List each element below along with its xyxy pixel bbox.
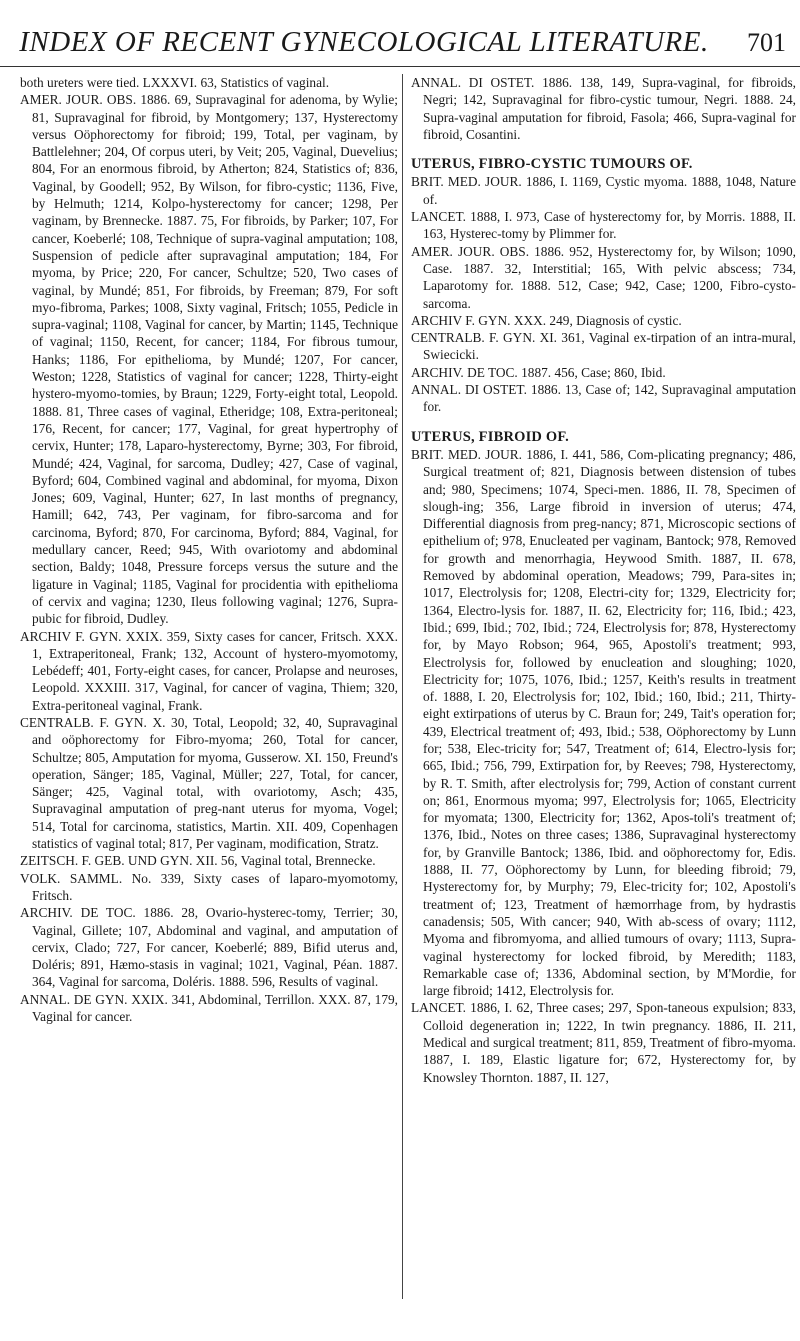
index-entry: ARCHIV. DE TOC. 1887. 456, Case; 860, Ibid. bbox=[411, 364, 666, 380]
index-entry: BRIT. MED. JOUR. 1886, I. 441, 586, Com-plicating pregnancy; 486, Surgical treatment of; 821, Diagnosis between distension of tubes and; 980, Specimens; 1074, Speci-men. 1886, II. 78, Specimen of slough-ing; 356, Large fibroid in inversion of uterus; 474, Differential diagnosis from preg-nancy; 871, Microscopic sections of epithelium of; 978, Enucleated per vaginam, Bantock; 978, Removed for growth and menorrhagia, Heywood Smith. 1887, II. 678, Removed by abdominal operation, Meadows; 799, Para-sites in; 1017, Electrolysis for; 1208, Electri-city for; 1329, Electricity for; 1364, Electro-lysis for. 1887, II. 62, Electricity for; 116, Ibid.; 423, Ibid.; 699, Ibid.; 702, Ibid.; 724, Electrolysis for; 878, Hysterectomy for, by Mayo Robson; 964, 965, Apostoli's treatment; 993, Electrolysis for, followed by enucleation and sloughing; 1020, Electricity for; 1075, 1076, Ibid.; 1257, Keith's results in treatment of. 1888, I. 20, Electrolysis for; 102, Ibid.; 160, Ibid.; 211, Thirty-eight extirpations of uterus by C. Braun for; 249, Tait's operation for; 439, Electrical treatment of; 493, Ibid.; 538, Oöphorectomy by Lunn for; 538, Elec-tricity for; 547, Treatment of; 614, Electro-lysis for; 665, Ibid.; 756, 799, Extirpation for, by Reeves; 798, Hysterectomy, by R. T. Smith, after electrolysis for; 799, Action of constant current on; 861, Enormous myoma; 997, Electrolysis for; 1065, Electricity for myomata; 1300, Electricity for; 1362, Apos-toli's treatment of; 1376, Ibid., Notes on three cases; 1386, Supravaginal hysterectomy for, by Granville Bantock; 1386, Ibid. and oöphorectomy for, Edis. 1888, II. 77, Oöphorectomy by Lunn, for bleeding fibroid; 79, Hysterectomy for, by Murphy; 79, Elec-tricity for; 102, Apostoli's treatment of; 123, Treatment of hæmorrhage from, by hydrastis canadensis; 505, With cancer; 940, With ab-scess of ovary; 1112, Myoma and fibromyoma, and allied tumours of ovary; 1113, Supra-vaginal hysterectomy for locked fibroid, by Meredith; 1183, Remarkable case of; 1336, Abdominal section, by M'Mordie, for large fibroid; 1412, Electrolysis for. bbox=[411, 446, 796, 999]
index-entry: both ureters were tied. LXXXVI. 63, Statistics of vaginal. bbox=[20, 75, 330, 90]
index-entry: LANCET. 1888, I. 973, Case of hysterectomy for, by Morris. 1888, II. 163, Hysterec-tomy by Plimmer for. bbox=[411, 209, 796, 242]
index-entry: ANNAL. DI OSTET. 1886. 13, Case of; 142, Supravaginal amputation for. bbox=[411, 382, 796, 415]
index-entry: ANNAL. DI OSTET. 1886. 138, 149, Supra-vaginal, for fibroids, Negri; 142, Supravaginal for fibro-cystic tumour, Negri. 1888. 24, Supra-vaginal amputation for fibroid, Fasola; 466, Supra-vaginal for fibroid, Cosantini. bbox=[411, 75, 796, 142]
page-number: 701 bbox=[747, 28, 786, 57]
index-entry: ARCHIV F. GYN. XXIX. 359, Sixty cases for cancer, Fritsch. XXX. 1, Extraperitoneal, Frank; 132, Account of hystero-myomotomy, Lebédeff; 401, Forty-eight cases, for cancer, Prolapse and neuroses, Leopold. XXXIII. 317, Vaginal, for cancer of vagina, Thiem; 320, Extra-peritoneal vaginal, Frank. bbox=[20, 628, 398, 713]
section-heading: UTERUS, FIBROID OF. bbox=[411, 428, 569, 445]
index-entry: AMER. JOUR. OBS. 1886. 69, Supravaginal for adenoma, by Wylie; 81, Supravaginal for fibroid, by Montgomery; 137, Hysterectomy versus Oöphorectomy for fibroid; 199, Total, per vaginam, by Battlelehner; 204, Of corpus uteri, by Veit; 205, Vaginal, Duevelius; 804, For an enormous fibroid, by Atherton; 824, Statistics of; 836, Vaginal, by Goodell; 952, By Wilson, for fibro-cystic; 1136, Five, by Helmuth; 1214, Kolpo-hysterectomy for cancer; 1298, Per vaginam, by Brennecke. 1887. 75, For fibroids, by Parker; 107, For cancer, Koeberlé; 108, Technique of supra-vaginal amputation; 108, Suspension of pedicle after supravaginal amputation; 184, For myoma, by Price; 220, For cancer, Schultze; 520, Two cases of vaginal, by Mundé; 851, For fibroids, by Freeman; 879, For soft myo-fibroma, Parkes; 1008, Sixty vaginal, Fritsch; 1055, Pedicle in supra-vaginal; 1108, Vaginal for cancer, by Martin; 1145, Technique of vaginal; 1150, Recent, for cancer; 1184, For fibrous tumour, Hanks; 1186, For epithelioma, by Mundé; 1207, For cancer, Weston; 1228, Statistics of vaginal for cancer; 1228, Thirty-eight hystero-myomo-tomies, by Braun; 1229, Forty-eight total, Leopold. 1888. 81, Three cases of vaginal, Etheridge; 108, Extra-peritoneal; 176, Recent, for cancer; 177, Vaginal, for great hypertrophy of cervix, Hunter; 178, Laparo-hysterectomy, Byrne; 303, For fibroid, Mundé; 424, Vaginal, for sarcoma, Dudley; 427, Case of vaginal, Byford; 604, Combined vaginal and abdominal, for myoma, Dixon Jones; 609, Vaginal, Hunter; 627, In last months of pregnancy, Hamill; 642, 743, Per vaginam, for fibro-sarcoma and for carcinoma, Byford; 870, For carcinoma, Byford; 884, Vaginal, for medullary cancer, Reed; 945, With ovariotomy and abdominal section, Baldy; 1048, Pressure forceps versus the suture and the ligature in Vaginal; 1185, Vaginal for procidentia with epithelioma of cervix and vagina; 1230, Ileus following vaginal; 1276, Supra-pubic for fibroid, Dudley. bbox=[20, 92, 398, 627]
running-header bbox=[0, 26, 800, 67]
index-entry: VOLK. SAMML. No. 339, Sixty cases of laparo-myomotomy, Fritsch. bbox=[20, 870, 398, 903]
left-column bbox=[20, 74, 398, 1336]
index-entry: ARCHIV. DE TOC. 1886. 28, Ovario-hysterec-tomy, Terrier; 30, Vaginal, Gillete; 107, Abdominal and vaginal, and amputation of cervix, Clado; 727, For cancer, Koeberlé; 889, Bifid uterus and, Doléris; 891, Hæmo-stasis in vaginal; 1021, Vaginal, Péan. 1887. 364, Vaginal for sarcoma, Doléris. 1888. 596, Results of vaginal. bbox=[20, 905, 398, 990]
index-entry: CENTRALB. F. GYN. XI. 361, Vaginal ex-tirpation of an intra-mural, Swiecicki. bbox=[411, 330, 796, 363]
index-entry: AMER. JOUR. OBS. 1886. 952, Hysterectomy for, by Wilson; 1090, Case. 1887. 32, Interstitial; 165, With pelvic abscess; 734, Laparotomy for. 1888. 512, Case; 942, Case; 1200, Fibro-cysto-sarcoma. bbox=[411, 243, 796, 311]
index-entry: ANNAL. DE GYN. XXIX. 341, Abdominal, Terrillon. XXX. 87, 179, Vaginal for cancer. bbox=[20, 991, 398, 1025]
index-entry: BRIT. MED. JOUR. 1886, I. 1169, Cystic myoma. 1888, 1048, Nature of. bbox=[411, 174, 796, 207]
index-entry: ARCHIV F. GYN. XXX. 249, Diagnosis of cystic. bbox=[411, 312, 682, 328]
right-column bbox=[402, 74, 796, 1299]
index-entry: CENTRALB. F. GYN. X. 30, Total, Leopold; 32, 40, Supravaginal and oöphorectomy for Fibro-myoma; 260, Total for cancer, Schultze; 805, Amputation for myoma, Gusserow. XI. 150, Freund's operation, Sänger; 185, Vaginal, Müller; 227, Total, for cancer, Sänger; 425, Vaginal total, with ovariotomy, Asch; 435, Supravaginal amputation of preg-nant uterus for myoma, Vogel; 514, Total for carcinoma, statistics, Martin. XII. 409, Copenhagen statistics of vaginal total; 817, Per vaginam, modification, Stratz. bbox=[20, 714, 398, 852]
section-heading: UTERUS, FIBRO-CYSTIC TUMOURS OF. bbox=[411, 156, 693, 173]
page-title: INDEX OF RECENT GYNECOLOGICAL LITERATURE. bbox=[19, 26, 709, 58]
index-entry: ZEITSCH. F. GEB. UND GYN. XII. 56, Vaginal total, Brennecke. bbox=[20, 853, 376, 869]
index-entry: LANCET. 1886, I. 62, Three cases; 297, Spon-taneous expulsion; 833, Colloid degeneration in; 1222, In twin pregnancy. 1886, II. 211, Medical and surgical treatment; 811, 859, Treatment of fibro-myoma. 1887, I. 189, Elastic ligature for; 672, Hysterectomy for, by Knowsley Thornton. 1887, II. 127, bbox=[411, 1000, 796, 1085]
